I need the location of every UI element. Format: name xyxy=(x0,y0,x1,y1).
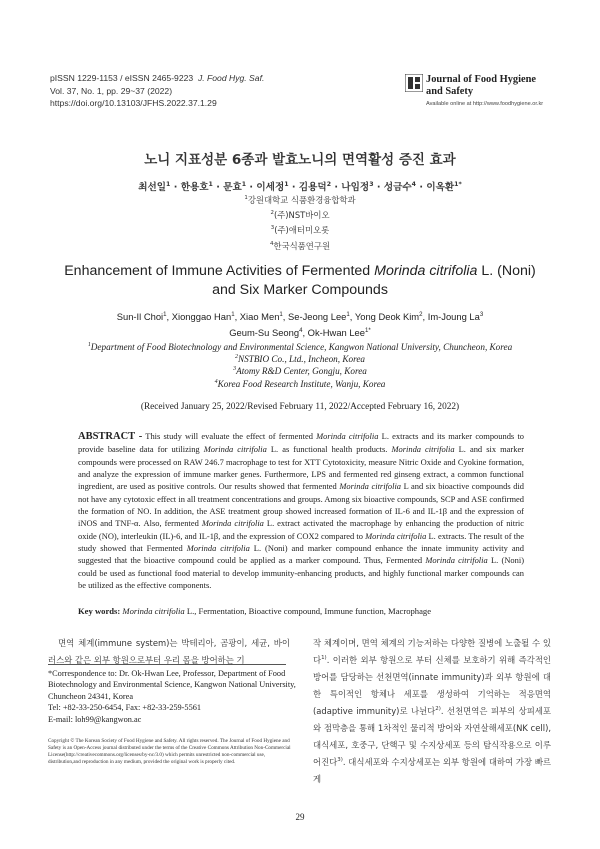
correspondence-address: *Correspondence to: Dr. Ok-Hwan Lee, Professor, Department of Food Biotechnology and Environmental Science, Kangwon National University, Chuncheon 24341, Korea xyxy=(48,669,296,701)
affil-sup: 3 xyxy=(233,366,237,373)
korean-author: 한용호$^1$ xyxy=(180,180,213,193)
affil-sup: 1 xyxy=(87,341,91,348)
english-affiliation: $^2$NSTBIO Co., Ltd., Incheon, Korea xyxy=(235,354,365,365)
abstract-species: Morinda citrifolia xyxy=(425,555,488,566)
affil-sup: 4 xyxy=(214,378,218,385)
korean-affiliation: $^2$(주)NST바이오 xyxy=(270,210,330,221)
abstract-text: L. and six marker compounds were processed on RAW 246.7 macrophage to test for XTT Cytotoxicity, measure Nitric Oxide and Cyokine formation, and analyze the expression of immune marker genes. Furthermore, LPS and fermented red ginseng extract, a common functional ingredient, are used as positive controls. Our results showed that fermented xyxy=(78,444,525,492)
journal-logo xyxy=(405,74,550,118)
english-authors-line1: Sun-Il Choi$^1$, Xionggao Han$^1$, Xiao Men$^1$, Se-Jeong Lee$^1$, Yong Deok Kim$^2$, Im-Joung La$^3$ xyxy=(116,310,484,322)
abstract-species: Morinda citrifolia xyxy=(203,444,267,455)
author-affil-sup: 2 xyxy=(419,310,423,318)
abstract-body xyxy=(78,431,524,590)
english-title-species: Morinda citrifolia xyxy=(374,263,478,279)
affil-sup: 1 xyxy=(244,195,248,202)
journal-abbrev: J. Food Hyg. Saf. xyxy=(197,73,265,83)
abstract-text: L. as functional health products. xyxy=(266,444,392,455)
abstract xyxy=(78,430,524,591)
korean-affiliation: $^3$(주)애터미오롯 xyxy=(270,225,330,236)
author-affil-sup: 3 xyxy=(479,310,484,318)
english-author: Se-Jeong Lee$^1$ xyxy=(288,310,350,322)
english-author: Sun-Il Choi$^1$ xyxy=(116,310,167,322)
journal-header xyxy=(50,72,264,110)
author-affil-sup: 1 xyxy=(208,180,213,188)
abstract-text: This study will evaluate the effect of fermented xyxy=(142,431,317,441)
english-author: Yong Deok Kim$^2$ xyxy=(354,310,423,322)
english-authors-line2: Geum-Su Seong$^4$, Ok-Hwan Lee$^{1*}$ xyxy=(229,326,371,338)
footnote-divider xyxy=(48,664,286,665)
keywords-label: Key words: xyxy=(78,606,121,616)
affil-sup: 3 xyxy=(270,225,275,232)
author-affil-sup: 1 xyxy=(284,180,289,188)
logo-available-online: Available online at http://www.foodhygiene.or.kr xyxy=(426,101,544,107)
english-affiliation: $^3$Atomy R&D Center, Gongju, Korea xyxy=(233,366,367,377)
korean-author: 나임정$^3$ xyxy=(341,180,374,193)
korean-author: 문효$^1$ xyxy=(223,180,247,193)
abstract-text: L. extract activated the macrophage by enhancing the production of nitric oxide (NO), interleukin (IL)-6, and IL-1β, and the expression of COX2 compared to xyxy=(78,518,525,541)
body-right-text xyxy=(313,635,551,788)
abstract-species: Morinda citrifolia xyxy=(391,444,455,455)
author-affil-sup: 1 xyxy=(279,310,283,318)
copyright-notice: Copyright © The Korean Society of Food Hygiene and Safety. All rights reserved. The Journal of Food Hygiene and Safety is an Open-Access journal distributed under the terms of the Creative Commons Attribution Non-Commercial License(http://creativecommons.org/licenses/by-nc/3.0) which permits unrestricted non-commercial use, distribution,and reproduction in any medium, provided the original work is properly cited. xyxy=(48,738,291,765)
english-author: Xiao Men$^1$ xyxy=(239,310,283,322)
korean-authors: 최선일$^1$ · 한용호$^1$ · 문효$^1$ · 이세정$^1$ · 김용덕$^2$ · 나임정$^3$ · 성금수$^4$ · 이옥환$^{1*}$ xyxy=(138,180,462,193)
abstract-species: Morinda citrifolia xyxy=(365,530,427,541)
abstract-text: L. extracts and its marker compounds to provide baseline data for utilizing xyxy=(78,431,525,455)
author-affil-sup: 1* xyxy=(365,326,371,334)
correspondence-phone: Tel: +82-33-250-6454, Fax: +82-33-259-5561 xyxy=(48,703,202,713)
affil-sup: 4 xyxy=(269,240,274,247)
received-dates: (Received January 25, 2022/Revised February 11, 2022/Accepted February 16, 2022) xyxy=(140,402,460,412)
affil-sup: 2 xyxy=(270,210,274,217)
reference-sup: 1) xyxy=(321,655,327,662)
body-left-text: 면역 체계(immune system)는 박테리아, 곰팡이, 세균, 바이러스와 같은 외부 항원으로부터 우리 몸을 방어하는 기 xyxy=(48,638,290,665)
korean-title: 노니 지표성분 6종과 발효노니의 면역활성 증진 효과 xyxy=(144,152,456,168)
volume-line: Vol. 37, No. 1, pp. 29~37 (2022) xyxy=(50,85,173,96)
body-text: . 대식세포와 수지상세포는 외부 항원에 대하여 가장 빠르게 xyxy=(313,757,551,784)
korean-affiliation: $^4$한국식품연구원 xyxy=(269,240,331,251)
english-title-line2: and Six Marker Compounds xyxy=(212,281,388,298)
english-title xyxy=(0,262,600,299)
author-affil-sup: 1 xyxy=(241,180,247,188)
abstract-text: L. (Noni) could be used as functional food material to develop immunity-enhancing products, and highly functional marker compounds can be utilized as the effective components. xyxy=(78,555,525,591)
keywords-species: Morinda citrifolia xyxy=(122,606,185,616)
author-affil-sup: 4 xyxy=(299,326,303,334)
english-author: Geum-Su Seong$^4$ xyxy=(229,326,303,338)
english-title-part2: L. (Noni) xyxy=(477,263,536,279)
korean-author: 이옥환$^{1*}$ xyxy=(426,180,462,193)
author-affil-sup: 1* xyxy=(454,180,462,188)
body-text: . 선천면역은 피부의 상피세포와 점막층을 통해 1차적인 물리적 방어와 자연살해세포(NK cell), 대식세포, 호중구, 단핵구 및 수지상세포 등의 탐식작용으로 이루어진다 xyxy=(313,706,551,767)
author-affil-sup: 1 xyxy=(163,310,167,318)
english-author: Ok-Hwan Lee$^{1*}$ xyxy=(307,326,371,338)
korean-affiliation: $^1$강원대학교 식품환경융합학과 xyxy=(244,195,356,205)
english-affiliation: $^4$Korea Food Research Institute, Wanju, Korea xyxy=(214,378,386,389)
abstract-species: Morinda citrifolia xyxy=(339,481,402,492)
english-author: Im-Joung La$^3$ xyxy=(427,310,484,322)
abstract-label: ABSTRACT - xyxy=(78,431,143,442)
abstract-species: Morinda citrifolia xyxy=(316,431,379,441)
issn-line: pISSN 1229-1153 / eISSN 2465-9223 J. Food Hyg. Saf. xyxy=(50,73,265,83)
correspondence xyxy=(48,668,298,725)
korean-author: 김용덕$^2$ xyxy=(298,180,332,193)
abstract-text: L and six bioactive compounds did not have any cytotoxic effect in all treatment concentrations and groups. Among six bioactive compounds, SCP and ASE confirmed the formation of NO. In addition, the ASE treatment group showed increased formation of IL-6 and IL-1β and the expression of iNOS and TNF-α. Also, fermented xyxy=(78,481,525,529)
english-title-part1: Enhancement of Immune Activities of Fermented xyxy=(64,263,375,279)
korean-author: 성금수$^4$ xyxy=(383,180,417,193)
doi-link[interactable]: https://doi.org/10.13103/JFHS.2022.37.1.29 xyxy=(50,98,217,109)
abstract-text: L. (Noni) and marker compound enhance the innate immunity activity and suggested that the bioactive compound could be applied as a marker compound. Thus, Fermented xyxy=(78,543,524,566)
korean-author: 최선일$^1$ xyxy=(138,180,171,193)
abstract-text: L. extracts. The result of the study showed that Fermented xyxy=(78,530,525,554)
korean-affiliations xyxy=(0,193,600,254)
keywords-rest: L., Fermentation, Bioactive compound, Immune function, Macrophage xyxy=(184,606,432,616)
author-affil-sup: 1 xyxy=(346,310,350,318)
abstract-species: Morinda citrifolia xyxy=(186,543,250,554)
body-text: 작 체계이며, 면역 체계의 기능저하는 다양한 질병에 노출될 수 있다 xyxy=(313,638,551,665)
english-authors xyxy=(0,309,600,340)
korean-author: 이세정$^1$ xyxy=(256,180,289,193)
author-affil-sup: 2 xyxy=(326,180,332,188)
correspondence-email[interactable]: E-mail: loh99@kangwon.ac xyxy=(48,714,142,724)
body-text: . 이러한 외부 항원으로 부터 신체를 보호하기 위해 즉각적인 방어를 담당하는 선천면역(innate immunity)과 외부 항원에 대한 특이적인 항체나 세포를 생성하여 기억하는 적응면역(adaptive immunity)로 나뉜다 xyxy=(313,655,551,716)
english-author: Xionggao Han$^1$ xyxy=(171,310,235,322)
affil-sup: 2 xyxy=(235,354,238,361)
english-affiliation: $^1$Department of Food Biotechnology and Environmental Science, Kangwon National University, Chuncheon, Korea xyxy=(87,341,513,352)
author-affil-sup: 1 xyxy=(166,180,171,188)
author-affil-sup: 3 xyxy=(369,180,374,188)
body-right-column xyxy=(313,635,551,788)
author-affil-sup: 1 xyxy=(231,310,235,318)
author-affil-sup: 4 xyxy=(411,180,417,188)
english-affiliations xyxy=(0,341,600,390)
journal-logo-icon xyxy=(405,74,423,92)
logo-title-line2: and Safety xyxy=(426,86,474,98)
page-number: 29 xyxy=(295,812,305,822)
logo-title-line1: Journal of Food Hygiene xyxy=(426,74,536,85)
reference-sup: 3) xyxy=(337,757,343,764)
abstract-species: Morinda citrifolia xyxy=(201,518,264,529)
keywords xyxy=(78,606,524,616)
reference-sup: 2) xyxy=(435,706,441,713)
